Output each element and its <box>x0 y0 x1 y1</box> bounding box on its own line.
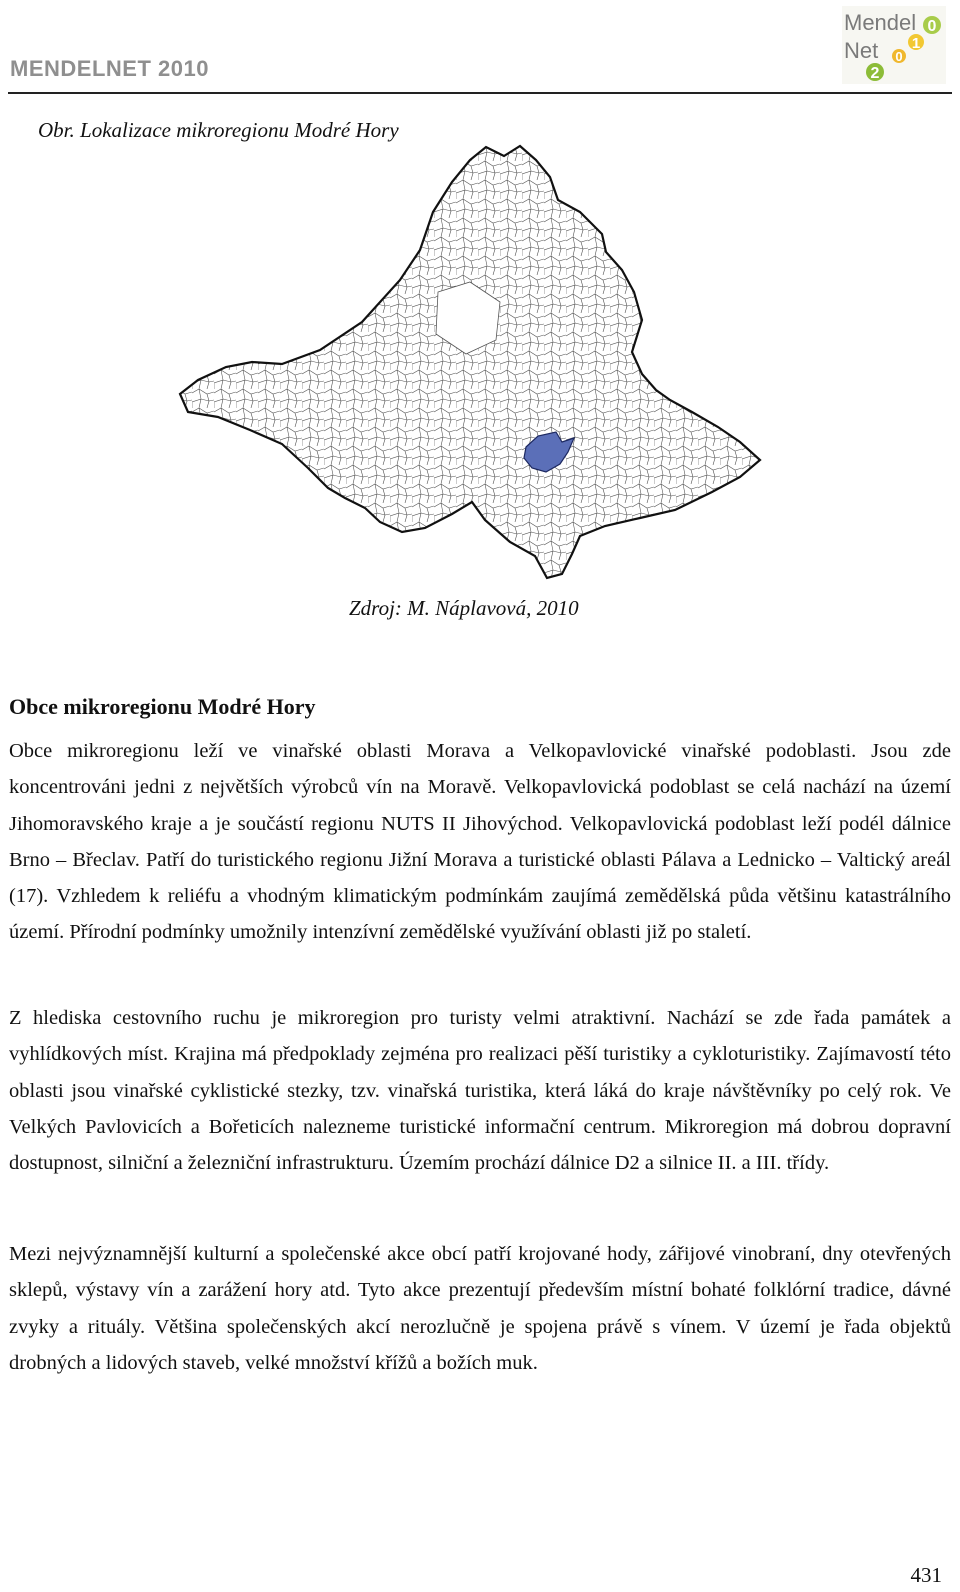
logo-text-net: Net <box>844 38 879 63</box>
logo-digit: 0 <box>927 18 937 35</box>
header-rule <box>8 92 952 94</box>
municipality-boundaries <box>170 142 770 592</box>
figure-source: Zdroj: M. Náplavová, 2010 <box>349 596 579 620</box>
figure-caption: Obr. Lokalizace mikroregionu Modré Hory <box>38 118 399 142</box>
logo-digit: 2 <box>870 65 880 82</box>
running-title: MENDELNET 2010 <box>10 56 209 81</box>
page-header <box>8 8 952 90</box>
paragraph-cultural-events: Mezi nejvýznamnější kulturní a společenské akce obcí patří krojované hody, zářijové vinobraní, dny otevřených sklepů, výstavy vín a zarážení hory atd. Tyto akce prezentují především místní bohaté folklórní tradice, dávné zvyky a rituály. Většina společenských akcí nerozlučně je spojena právě s vínem. V území je řada objektů drobných a lidových staveb, velké množství křížů a božích muk. <box>9 1243 951 1374</box>
mendelnet-logo <box>842 6 946 84</box>
paragraph-tourism: Z hlediska cestovního ruchu je mikroregion pro turisty velmi atraktivní. Nachází se zde řada památek a vyhlídkových míst. Krajina má předpoklady zejména pro realizaci pěší turistiky a cykloturistiky. Zajímavostí této oblasti jsou vinařské cyklistické stezky, tzv. vinařská turistika, která láká do kraje návštěvníky po celý rok. Ve Velkých Pavlovicích a Bořeticích nalezneme turistické informační centrum. Mikroregion má dobrou dopravní dostupnost, silniční a železniční infrastrukturu. Územím prochází dálnice D2 a silnice II. a III. třídy. <box>9 1007 951 1175</box>
logo-digit: 0 <box>895 49 903 64</box>
page-number: 431 <box>910 1563 942 1587</box>
paragraph-wine-region: Obce mikroregionu leží ve vinařské oblasti Morava a Velkopavlovické vinařské podoblasti. Jsou zde koncentrováni jedni z největších výrobců vín na Moravě. Velkopavlovická podoblast se celá nachází na území Jihomoravského kraje a je součástí regionu NUTS II Jihovýchod. Velkopavlovická podoblast leží podél dálnice Brno – Břeclav. Patří do turistického regionu Jižní Morava a turistické oblasti Pálava a Lednicko – Valtický areál (17). Vzhledem k reliéfu a vhodným klimatickým podmínkám zaujímá zemědělská půda většinu katastrálního území. Přírodní podmínky umožnily intenzívní zemědělské využívání oblasti již po staletí. <box>9 740 951 944</box>
region-map <box>170 142 770 592</box>
logo-text-mendel: Mendel <box>844 10 917 35</box>
section-heading: Obce mikroregionu Modré Hory <box>9 694 316 719</box>
logo-digit: 1 <box>911 35 921 52</box>
